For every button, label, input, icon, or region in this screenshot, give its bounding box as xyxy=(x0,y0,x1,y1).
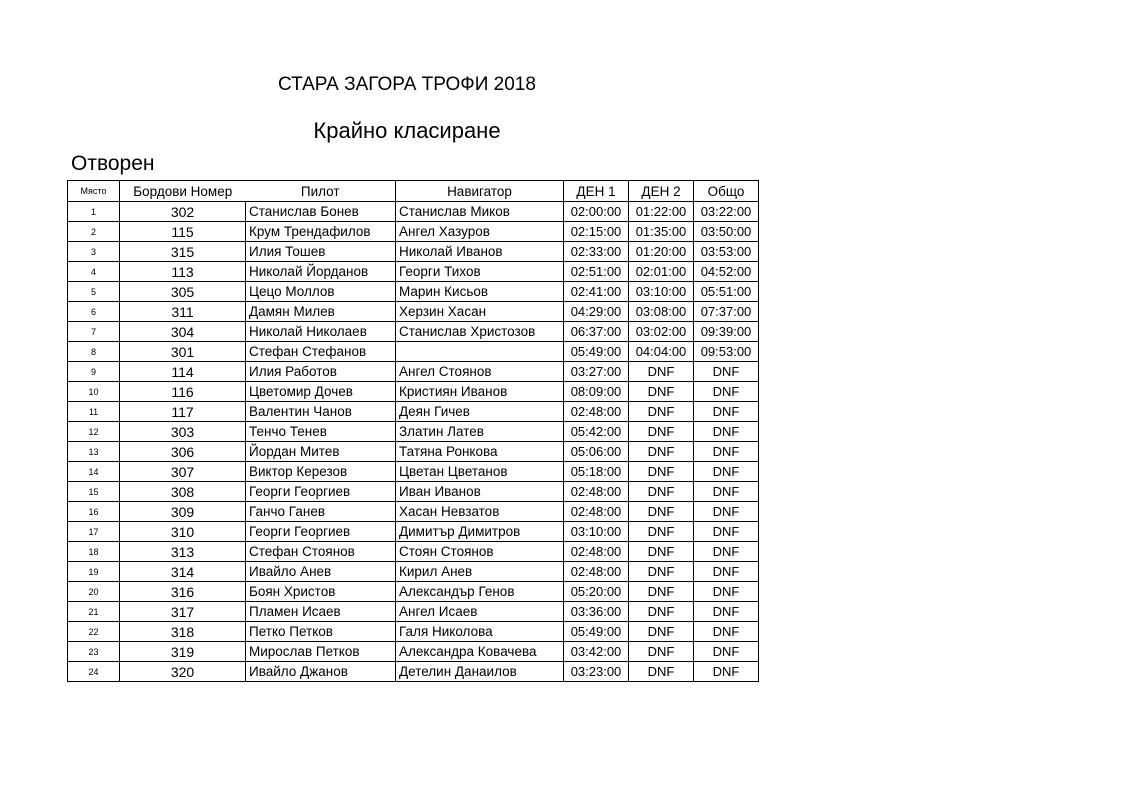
table-row xyxy=(68,442,759,462)
cell-navigator: Цветан Цветанов xyxy=(396,462,564,482)
table-row xyxy=(68,502,759,522)
cell-board-number: 308 xyxy=(120,482,246,502)
cell-total: 07:37:00 xyxy=(694,302,759,322)
cell-place: 9 xyxy=(68,362,120,382)
header-total: Общо xyxy=(694,181,759,202)
cell-day1: 08:09:00 xyxy=(564,382,629,402)
cell-pilot: Пламен Исаев xyxy=(246,602,396,622)
cell-day2: 04:04:00 xyxy=(629,342,694,362)
table-row xyxy=(68,462,759,482)
cell-pilot: Дамян Милев xyxy=(246,302,396,322)
cell-place: 5 xyxy=(68,282,120,302)
cell-pilot: Петко Петков xyxy=(246,622,396,642)
table-row xyxy=(68,622,759,642)
cell-day1: 02:33:00 xyxy=(564,242,629,262)
cell-board-number: 313 xyxy=(120,542,246,562)
cell-navigator: Златин Латев xyxy=(396,422,564,442)
cell-pilot: Станислав Бонев xyxy=(246,202,396,222)
cell-day1: 02:51:00 xyxy=(564,262,629,282)
cell-total: 04:52:00 xyxy=(694,262,759,282)
cell-day1: 05:42:00 xyxy=(564,422,629,442)
cell-total: 09:53:00 xyxy=(694,342,759,362)
cell-total: DNF xyxy=(694,602,759,622)
cell-place: 20 xyxy=(68,582,120,602)
cell-pilot: Цветомир Дочев xyxy=(246,382,396,402)
cell-day2: DNF xyxy=(629,642,694,662)
cell-place: 4 xyxy=(68,262,120,282)
cell-day2: DNF xyxy=(629,602,694,622)
table-row xyxy=(68,322,759,342)
cell-day1: 05:49:00 xyxy=(564,342,629,362)
cell-day1: 05:20:00 xyxy=(564,582,629,602)
table-row xyxy=(68,542,759,562)
cell-total: 03:53:00 xyxy=(694,242,759,262)
cell-pilot: Ганчо Ганев xyxy=(246,502,396,522)
cell-pilot: Цецо Моллов xyxy=(246,282,396,302)
cell-day2: DNF xyxy=(629,462,694,482)
page-title: СТАРА ЗАГОРА ТРОФИ 2018 xyxy=(278,74,536,95)
cell-total: DNF xyxy=(694,482,759,502)
cell-total: DNF xyxy=(694,462,759,482)
table-row xyxy=(68,562,759,582)
cell-board-number: 302 xyxy=(120,202,246,222)
cell-day1: 02:48:00 xyxy=(564,562,629,582)
header-board-number: Бордови Номер xyxy=(120,181,246,202)
cell-place: 16 xyxy=(68,502,120,522)
cell-total: DNF xyxy=(694,362,759,382)
cell-board-number: 315 xyxy=(120,242,246,262)
cell-navigator: Александър Генов xyxy=(396,582,564,602)
cell-pilot: Боян Христов xyxy=(246,582,396,602)
cell-pilot: Стефан Стоянов xyxy=(246,542,396,562)
cell-day1: 03:23:00 xyxy=(564,662,629,682)
cell-day1: 06:37:00 xyxy=(564,322,629,342)
cell-pilot: Йордан Митев xyxy=(246,442,396,462)
cell-navigator: Хасан Невзатов xyxy=(396,502,564,522)
cell-day1: 03:36:00 xyxy=(564,602,629,622)
cell-day1: 02:48:00 xyxy=(564,502,629,522)
cell-total: 03:50:00 xyxy=(694,222,759,242)
cell-total: DNF xyxy=(694,662,759,682)
cell-pilot: Илия Тошев xyxy=(246,242,396,262)
header-pilot: Пилот xyxy=(246,181,396,202)
cell-day2: DNF xyxy=(629,442,694,462)
cell-pilot: Николай Йорданов xyxy=(246,262,396,282)
table-row xyxy=(68,262,759,282)
cell-day2: DNF xyxy=(629,562,694,582)
cell-pilot: Валентин Чанов xyxy=(246,402,396,422)
cell-total: DNF xyxy=(694,502,759,522)
cell-board-number: 116 xyxy=(120,382,246,402)
cell-total: DNF xyxy=(694,402,759,422)
cell-board-number: 307 xyxy=(120,462,246,482)
cell-board-number: 305 xyxy=(120,282,246,302)
cell-day2: DNF xyxy=(629,622,694,642)
cell-day2: 01:35:00 xyxy=(629,222,694,242)
cell-place: 3 xyxy=(68,242,120,262)
cell-place: 23 xyxy=(68,642,120,662)
cell-board-number: 310 xyxy=(120,522,246,542)
cell-total: 05:51:00 xyxy=(694,282,759,302)
table-row xyxy=(68,582,759,602)
header-navigator: Навигатор xyxy=(396,181,564,202)
table-header-row xyxy=(68,181,759,202)
cell-day2: DNF xyxy=(629,402,694,422)
cell-navigator: Станислав Миков xyxy=(396,202,564,222)
cell-board-number: 304 xyxy=(120,322,246,342)
table-row xyxy=(68,642,759,662)
cell-navigator: Галя Николова xyxy=(396,622,564,642)
cell-day2: DNF xyxy=(629,362,694,382)
cell-day1: 05:18:00 xyxy=(564,462,629,482)
cell-board-number: 311 xyxy=(120,302,246,322)
cell-navigator: Николай Иванов xyxy=(396,242,564,262)
cell-place: 10 xyxy=(68,382,120,402)
cell-pilot: Крум Трендафилов xyxy=(246,222,396,242)
cell-board-number: 317 xyxy=(120,602,246,622)
cell-total: 03:22:00 xyxy=(694,202,759,222)
table-row xyxy=(68,422,759,442)
cell-total: 09:39:00 xyxy=(694,322,759,342)
cell-pilot: Ивайло Джанов xyxy=(246,662,396,682)
cell-navigator: Ангел Исаев xyxy=(396,602,564,622)
cell-board-number: 115 xyxy=(120,222,246,242)
cell-board-number: 319 xyxy=(120,642,246,662)
table-row xyxy=(68,482,759,502)
cell-navigator: Кирил Анев xyxy=(396,562,564,582)
cell-board-number: 309 xyxy=(120,502,246,522)
cell-place: 8 xyxy=(68,342,120,362)
cell-day1: 03:27:00 xyxy=(564,362,629,382)
table-row xyxy=(68,202,759,222)
cell-day2: DNF xyxy=(629,522,694,542)
cell-navigator: Марин Кисьов xyxy=(396,282,564,302)
cell-place: 18 xyxy=(68,542,120,562)
cell-day2: 01:20:00 xyxy=(629,242,694,262)
cell-navigator: Ангел Хазуров xyxy=(396,222,564,242)
cell-day1: 03:10:00 xyxy=(564,522,629,542)
category-label: Отворен xyxy=(71,152,155,175)
cell-board-number: 316 xyxy=(120,582,246,602)
table-row xyxy=(68,602,759,622)
table-row xyxy=(68,222,759,242)
cell-navigator: Иван Иванов xyxy=(396,482,564,502)
cell-day2: 02:01:00 xyxy=(629,262,694,282)
cell-place: 13 xyxy=(68,442,120,462)
cell-board-number: 303 xyxy=(120,422,246,442)
cell-pilot: Тенчо Тенев xyxy=(246,422,396,442)
cell-place: 22 xyxy=(68,622,120,642)
cell-day2: DNF xyxy=(629,662,694,682)
cell-day2: DNF xyxy=(629,482,694,502)
cell-total: DNF xyxy=(694,622,759,642)
cell-place: 1 xyxy=(68,202,120,222)
cell-place: 11 xyxy=(68,402,120,422)
table-row xyxy=(68,662,759,682)
header-place: Място xyxy=(68,181,120,202)
cell-day1: 05:49:00 xyxy=(564,622,629,642)
cell-pilot: Георги Георгиев xyxy=(246,522,396,542)
cell-day2: DNF xyxy=(629,422,694,442)
cell-navigator xyxy=(396,342,564,362)
cell-place: 2 xyxy=(68,222,120,242)
table-row xyxy=(68,402,759,422)
cell-navigator: Димитър Димитров xyxy=(396,522,564,542)
cell-board-number: 314 xyxy=(120,562,246,582)
cell-day2: 03:10:00 xyxy=(629,282,694,302)
cell-day1: 02:48:00 xyxy=(564,402,629,422)
cell-pilot: Мирослав Петков xyxy=(246,642,396,662)
cell-day2: DNF xyxy=(629,382,694,402)
cell-board-number: 301 xyxy=(120,342,246,362)
cell-board-number: 306 xyxy=(120,442,246,462)
cell-day2: DNF xyxy=(629,582,694,602)
cell-day1: 02:15:00 xyxy=(564,222,629,242)
cell-day2: 01:22:00 xyxy=(629,202,694,222)
cell-day2: DNF xyxy=(629,502,694,522)
cell-total: DNF xyxy=(694,522,759,542)
cell-day1: 05:06:00 xyxy=(564,442,629,462)
table-row xyxy=(68,382,759,402)
cell-navigator: Деян Гичев xyxy=(396,402,564,422)
cell-pilot: Стефан Стефанов xyxy=(246,342,396,362)
cell-day1: 02:48:00 xyxy=(564,482,629,502)
cell-place: 21 xyxy=(68,602,120,622)
cell-day2: 03:08:00 xyxy=(629,302,694,322)
cell-board-number: 318 xyxy=(120,622,246,642)
cell-day2: DNF xyxy=(629,542,694,562)
cell-total: DNF xyxy=(694,542,759,562)
header-day1: ДЕН 1 xyxy=(564,181,629,202)
cell-navigator: Станислав Христозов xyxy=(396,322,564,342)
cell-place: 24 xyxy=(68,662,120,682)
cell-navigator: Стоян Стоянов xyxy=(396,542,564,562)
cell-pilot: Илия Работов xyxy=(246,362,396,382)
table-row xyxy=(68,362,759,382)
cell-total: DNF xyxy=(694,642,759,662)
cell-total: DNF xyxy=(694,582,759,602)
cell-board-number: 117 xyxy=(120,402,246,422)
cell-navigator: Херзин Хасан xyxy=(396,302,564,322)
cell-total: DNF xyxy=(694,382,759,402)
cell-navigator: Александра Ковачева xyxy=(396,642,564,662)
cell-day1: 03:42:00 xyxy=(564,642,629,662)
cell-place: 17 xyxy=(68,522,120,542)
cell-navigator: Ангел Стоянов xyxy=(396,362,564,382)
cell-place: 7 xyxy=(68,322,120,342)
cell-day1: 02:41:00 xyxy=(564,282,629,302)
cell-board-number: 114 xyxy=(120,362,246,382)
cell-total: DNF xyxy=(694,422,759,442)
cell-pilot: Георги Георгиев xyxy=(246,482,396,502)
page-subtitle: Крайно класиране xyxy=(313,118,501,143)
cell-pilot: Ивайло Анев xyxy=(246,562,396,582)
table-row xyxy=(68,302,759,322)
header-day2: ДЕН 2 xyxy=(629,181,694,202)
cell-pilot: Николай Николаев xyxy=(246,322,396,342)
cell-place: 15 xyxy=(68,482,120,502)
cell-place: 19 xyxy=(68,562,120,582)
cell-navigator: Детелин Данаилов xyxy=(396,662,564,682)
cell-day1: 02:00:00 xyxy=(564,202,629,222)
table-row xyxy=(68,282,759,302)
cell-day1: 04:29:00 xyxy=(564,302,629,322)
cell-place: 14 xyxy=(68,462,120,482)
cell-place: 12 xyxy=(68,422,120,442)
cell-navigator: Кристиян Иванов xyxy=(396,382,564,402)
cell-board-number: 113 xyxy=(120,262,246,282)
cell-total: DNF xyxy=(694,442,759,462)
cell-pilot: Виктор Керезов xyxy=(246,462,396,482)
cell-day1: 02:48:00 xyxy=(564,542,629,562)
results-body xyxy=(68,202,759,682)
table-row xyxy=(68,522,759,542)
results-table xyxy=(67,180,759,682)
table-row xyxy=(68,242,759,262)
cell-board-number: 320 xyxy=(120,662,246,682)
cell-day2: 03:02:00 xyxy=(629,322,694,342)
cell-navigator: Георги Тихов xyxy=(396,262,564,282)
cell-navigator: Татяна Ронкова xyxy=(396,442,564,462)
cell-place: 6 xyxy=(68,302,120,322)
cell-total: DNF xyxy=(694,562,759,582)
table-row xyxy=(68,342,759,362)
